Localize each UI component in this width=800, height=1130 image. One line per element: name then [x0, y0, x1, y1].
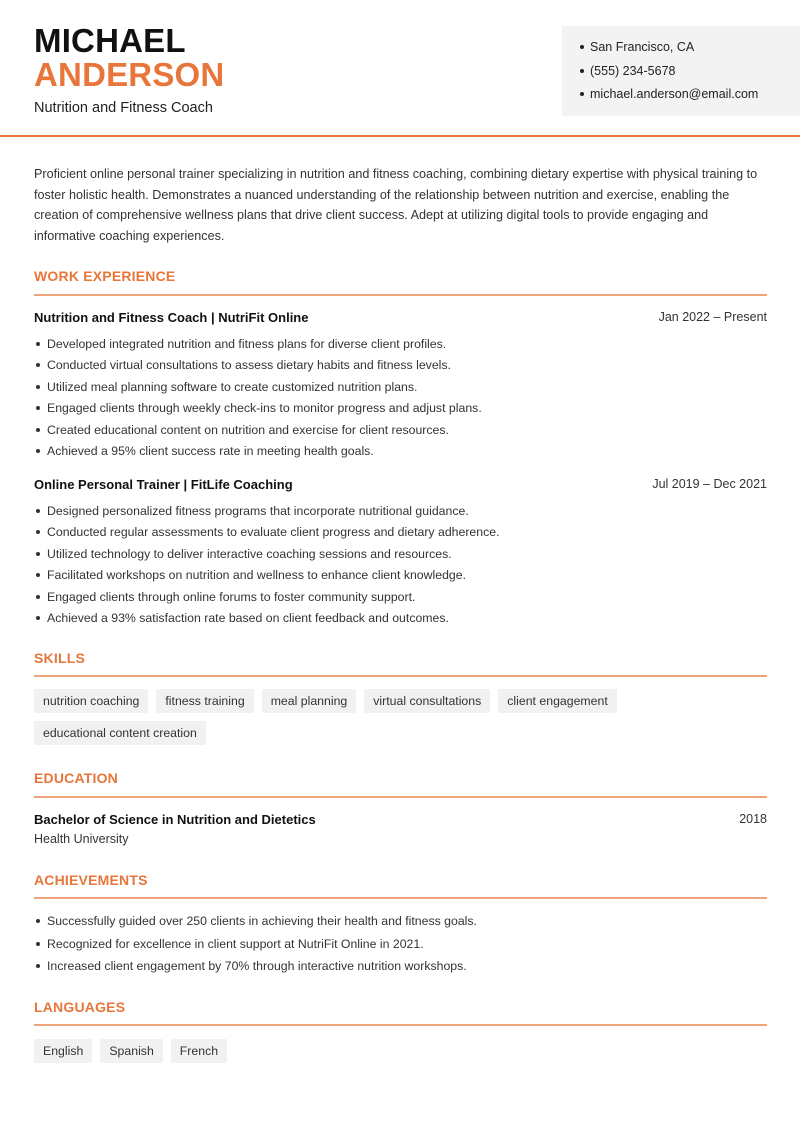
list-item: Engaged clients through weekly check-ins to monitor progress and adjust plans. — [34, 400, 768, 421]
languages-list — [34, 1039, 768, 1063]
list-item: Utilized technology to deliver interactive coaching sessions and resources. — [34, 546, 768, 567]
list-item: Designed personalized fitness programs that incorporate nutritional guidance. — [34, 503, 768, 524]
skill-chip: fitness training — [156, 689, 253, 713]
list-item: Developed integrated nutrition and fitness plans for diverse client profiles. — [34, 336, 768, 357]
section-divider — [34, 897, 767, 899]
list-item: Conducted regular assessments to evaluate client progress and dietary adherence. — [34, 524, 768, 545]
list-item: Utilized meal planning software to create customized nutrition plans. — [34, 379, 768, 400]
job-title-1: Nutrition and Fitness Coach | NutriFit Online — [34, 310, 309, 325]
section-title-work: WORK EXPERIENCE — [34, 268, 176, 284]
list-item: Increased client engagement by 70% through interactive nutrition workshops. — [34, 958, 768, 981]
language-chip: English — [34, 1039, 92, 1063]
job-bullets-1 — [34, 336, 768, 464]
job-title: Nutrition and Fitness Coach — [34, 100, 213, 116]
last-name: ANDERSON — [34, 56, 225, 93]
section-divider — [34, 1024, 767, 1026]
job-bullets-2 — [34, 503, 768, 631]
contact-phone: (555) 234-5678 — [580, 63, 800, 87]
section-divider — [34, 675, 767, 677]
language-chip: French — [171, 1039, 227, 1063]
section-title-achievements: ACHIEVEMENTS — [34, 872, 148, 888]
skill-chip: virtual consultations — [364, 689, 490, 713]
list-item: Achieved a 95% client success rate in meeting health goals. — [34, 443, 768, 464]
resume-header — [0, 0, 800, 137]
list-item: Achieved a 93% satisfaction rate based on client feedback and outcomes. — [34, 610, 768, 631]
contact-email: michael.anderson@email.com — [580, 86, 800, 110]
skill-chip: meal planning — [262, 689, 357, 713]
list-item: Facilitated workshops on nutrition and wellness to enhance client knowledge. — [34, 567, 768, 588]
list-item: Recognized for excellence in client support at NutriFit Online in 2021. — [34, 936, 768, 959]
first-name: MICHAEL — [34, 22, 186, 59]
list-item: Engaged clients through online forums to foster community support. — [34, 589, 768, 610]
skills-list — [34, 689, 768, 745]
list-item: Conducted virtual consultations to assess dietary habits and fitness levels. — [34, 357, 768, 378]
section-title-skills: SKILLS — [34, 650, 85, 666]
section-title-languages: LANGUAGES — [34, 999, 126, 1015]
job-title-2: Online Personal Trainer | FitLife Coaching — [34, 477, 293, 492]
section-divider — [34, 796, 767, 798]
degree-title: Bachelor of Science in Nutrition and Dietetics — [34, 812, 316, 827]
achievements-list — [34, 913, 768, 981]
job-date-1: Jan 2022 – Present — [658, 310, 767, 324]
professional-summary: Proficient online personal trainer specializing in nutrition and fitness coaching, combining dietary expertise with physical training to foster holistic health. Demonstrates a nuanced understanding of the relationship between nutrition and exercise, enabling the creation of comprehensive wellness plans that drive client success. Adept at utilizing digital tools to provide engaging and informative coaching experiences. — [34, 167, 758, 243]
job-date-2: Jul 2019 – Dec 2021 — [652, 477, 767, 491]
section-divider — [34, 294, 767, 296]
section-title-education: EDUCATION — [34, 770, 118, 786]
list-item: Created educational content on nutrition and exercise for client resources. — [34, 422, 768, 443]
graduation-year: 2018 — [739, 812, 767, 826]
skill-chip: client engagement — [498, 689, 617, 713]
contact-location: San Francisco, CA — [580, 39, 800, 63]
skill-chip: nutrition coaching — [34, 689, 148, 713]
skill-chip: educational content creation — [34, 721, 206, 745]
language-chip: Spanish — [100, 1039, 162, 1063]
contact-box — [562, 26, 800, 116]
list-item: Successfully guided over 250 clients in achieving their health and fitness goals. — [34, 913, 768, 936]
school-name: Health University — [34, 832, 129, 846]
